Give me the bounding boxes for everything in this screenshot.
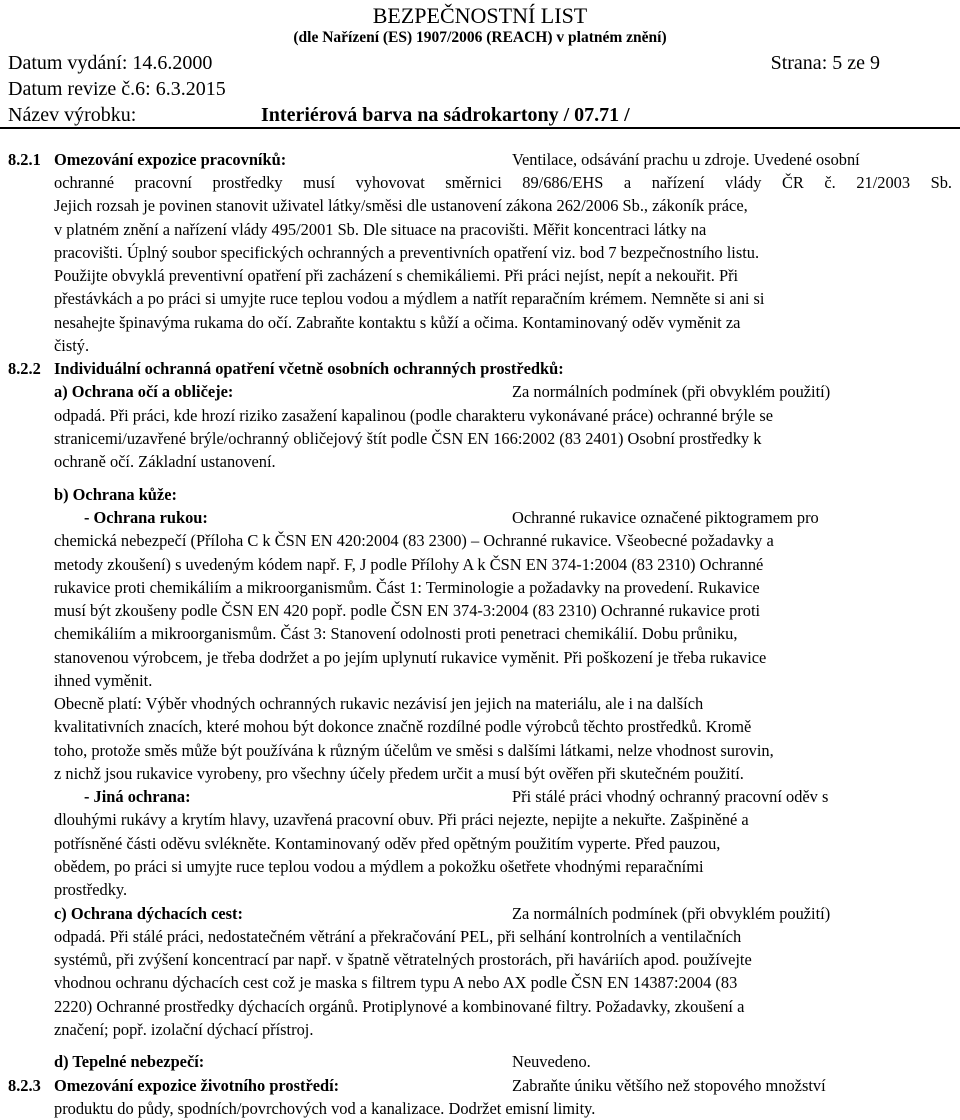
document-subtitle: (dle Nařízení (ES) 1907/2006 (REACH) v platném znění) (293, 29, 667, 46)
section-8-2-1-line: přestávkách a po práci si umyjte ruce teplou vodou a mýdlem a natřít reparačním krémem. Nemněte si ani si (54, 289, 765, 308)
product-name: Interiérová barva na sádrokartony / 07.71 / (261, 104, 630, 126)
eye-protection-line: stranicemi/uzavřené brýle/ochranný obličejový štít podle ČSN EN 166:2002 (83 2401) Osobní prostředky k (54, 429, 762, 448)
section-8-2-3-heading: Omezování expozice životního prostředí: (54, 1076, 340, 1095)
section-8-2-2-heading: Individuální ochranná opatření včetně osobních ochranných prostředků: (54, 359, 564, 378)
hand-protection-line: z nichž jsou rukavice vyrobeny, pro všechny účely předem určit a musí být ověřen při skutečném použití. (54, 764, 744, 783)
respiratory-protection-line: odpadá. Při stálé práci, nedostatečném větrání a překračování PEL, při selhání kontrolních a ventilačních (54, 927, 742, 946)
skin-protection-label: b) Ochrana kůže: (54, 485, 177, 504)
other-protection-label: - Jiná ochrana: (84, 787, 191, 806)
hand-protection-line: metody zkoušení) s uvedeným kódem např. F, J podle Přílohy A k ČSN EN 374-1:2004 (83 2310) Ochranné (54, 555, 764, 574)
section-8-2-3-line: produktu do půdy, spodních/povrchových vod a kanalizace. Dodržet emisní limity. (54, 1099, 596, 1118)
section-8-2-1-line: Jejich rozsah je povinen stanovit uživatel látky/směsi dle ustanovení zákona 262/2006 Sb., zákoník práce, (54, 196, 748, 215)
thermal-hazard-label: d) Tepelné nebezpečí: (54, 1052, 205, 1071)
hand-protection-line: rukavice proti chemikáliím a mikroorganismům. Část 1: Terminologie a požadavky na provedení. Rukavice (54, 578, 760, 597)
other-protection-line: dlouhými rukávy a krytím hlavy, uzavřená pracovní obuv. Při práci nejezte, nepijte a nekuřte. Zašpiněné a (54, 810, 749, 829)
section-8-2-1-line: Použijte obvyklá preventivní opatření při zacházení s chemikáliemi. Při práci nejíst, nepít a nekouřit. Při (54, 266, 739, 285)
hand-protection-line: musí být zkoušeny podle ČSN EN 420 popř. podle ČSN EN 374-3:2004 (83 2310) Ochranné rukavice proti (54, 601, 761, 620)
respiratory-protection-line: 2220) Ochranné prostředky dýchacích orgánů. Protiplynové a kombinované filtry. Požadavky, zkoušení a (54, 997, 745, 1016)
hand-protection-line: chemikáliím a mikroorganismům. Část 3: Stanovení odolnosti proti penetraci chemikálií. Dobu průniku, (54, 624, 738, 643)
respiratory-protection-line: značení; popř. izolační dýchací přístroj. (54, 1020, 314, 1039)
other-protection-line: prostředky. (54, 880, 128, 899)
hand-protection-label: - Ochrana rukou: (84, 508, 208, 527)
section-8-2-3-value: Zabraňte úniku většího než stopového množství (512, 1076, 826, 1095)
eye-protection-line: ochraně očí. Základní ustanovení. (54, 452, 276, 471)
product-row (8, 104, 630, 126)
respiratory-protection-label: c) Ochrana dýchacích cest: (54, 904, 243, 923)
section-8-2-1-line: pracovišti. Úplný soubor specifických ochranných a preventivních opatření viz. bod 7 bezpečnostního listu. (54, 243, 760, 262)
document-title: BEZPEČNOSTNÍ LIST (372, 3, 588, 28)
hand-protection-value: Ochranné rukavice označené piktogramem pro (512, 508, 819, 527)
page-number: Strana: 5 ze 9 (770, 52, 880, 74)
section-8-2-1-line: ochranné pracovní prostředky musí vyhovovat směrnici 89/686/EHS a nařízení vlády ČR č. 21/2003 Sb. (54, 173, 952, 192)
hand-protection-line: toho, protože směs může být používána k různým účelům ve směsi s dalšími látkami, nelze vhodnost surovin, (54, 741, 774, 760)
section-8-2-1-heading: Omezování expozice pracovníků: (54, 150, 287, 169)
hand-protection-line: Obecně platí: Výběr vhodných ochranných rukavic nezávisí jen jejich na materiálu, ale i na dalších (54, 694, 704, 713)
other-protection-line: obědem, po práci si umyjte ruce teplou vodou a mýdlem a pokožku ošetřete vhodnými reparačními (54, 857, 704, 876)
section-8-2-1-number: 8.2.1 (8, 150, 41, 169)
issue-date: Datum vydání: 14.6.2000 (8, 52, 213, 74)
hand-protection-line: ihned vyměnit. (54, 671, 153, 690)
hand-protection-line: stanovenou výrobcem, je třeba dodržet a po jejím uplynutí rukavice vyměnit. Při poškození je třeba rukavice (54, 648, 767, 667)
respiratory-protection-value: Za normálních podmínek (při obvyklém použití) (512, 904, 831, 923)
section-8-2-3-number: 8.2.3 (8, 1076, 41, 1095)
header-divider (0, 127, 960, 129)
hand-protection-line: chemická nebezpečí (Příloha C k ČSN EN 420:2004 (83 2300) – Ochranné rukavice. Všeobecné požadavky a (54, 531, 774, 550)
section-8-2-1-line: nesahejte špinavýma rukama do očí. Zabraňte kontaktu s kůží a očima. Kontaminovaný oděv vyměnit za (54, 313, 741, 332)
eye-protection-label: a) Ochrana očí a obličeje: (54, 382, 234, 401)
hand-protection-line: kvalitativních znacích, které mohou být dokonce značně rozdílné podle výrobců těchto prostředků. Kromě (54, 717, 752, 736)
thermal-hazard-value: Neuvedeno. (512, 1052, 591, 1071)
section-8-2-1-line: čistý. (54, 336, 90, 355)
other-protection-value: Při stálé práci vhodný ochranný pracovní oděv s (512, 787, 829, 806)
eye-protection-line: odpadá. Při práci, kde hrozí riziko zasažení kapalinou (podle charakteru vykonávané práce) ochranné brýle se (54, 406, 774, 425)
revision-date: Datum revize č.6: 6.3.2015 (8, 78, 226, 100)
product-label: Název výrobku: (8, 104, 137, 126)
respiratory-protection-line: vhodnou ochranu dýchacích cest což je maska s filtrem typu A nebo AX podle ČSN EN 14387:2004 (83 (54, 973, 738, 992)
section-8-2-1-line: v platném znění a nařízení vlády 495/2001 Sb. Dle situace na pracovišti. Měřit koncentraci látky na (54, 220, 707, 239)
eye-protection-value: Za normálních podmínek (při obvyklém použití) (512, 382, 831, 401)
section-8-2-2-number: 8.2.2 (8, 359, 41, 378)
respiratory-protection-line: systémů, při zvýšení koncentrací par např. v špatně větratelných prostorách, při haváriích apod. používejte (54, 950, 752, 969)
section-8-2-1-lead: Ventilace, odsávání prachu u zdroje. Uvedené osobní (512, 150, 860, 169)
other-protection-line: potřísněné části oděvu svlékněte. Kontaminovaný oděv před opětným použitím vyperte. Před pauzou, (54, 834, 721, 853)
